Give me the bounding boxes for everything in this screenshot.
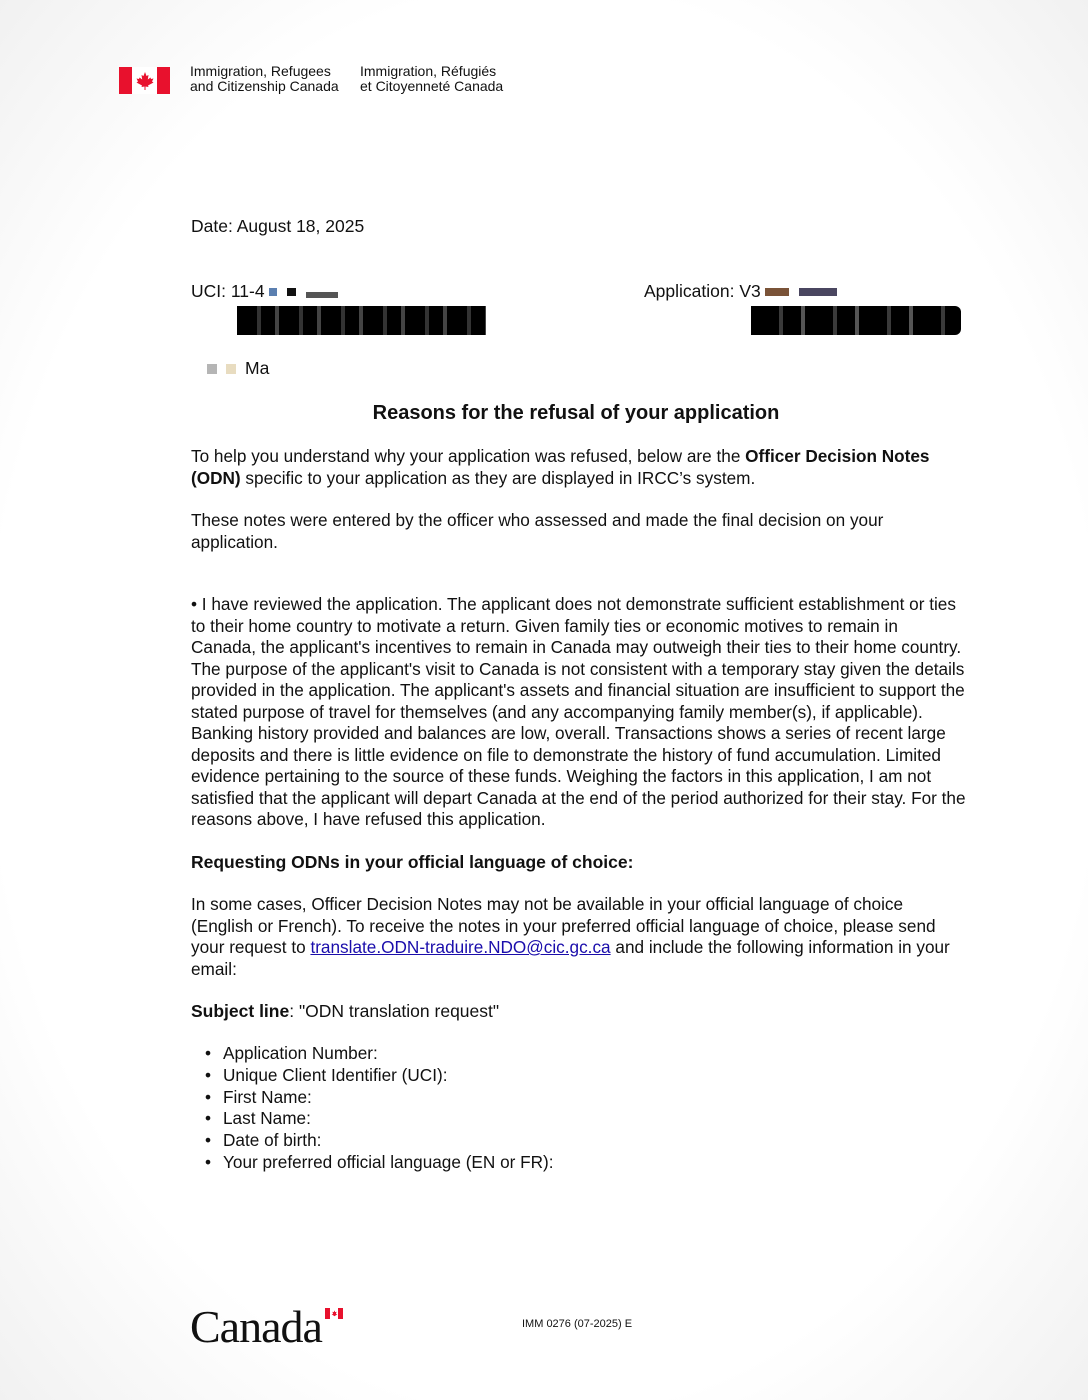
redaction-bar-application bbox=[751, 306, 961, 335]
application-label: Application: V3 bbox=[644, 281, 761, 301]
intro-text: To help you understand why your application was refused, below are the bbox=[191, 446, 746, 466]
dept-en-line1: Immigration, Refugees bbox=[190, 63, 331, 79]
dept-en-line2: and Citizenship Canada bbox=[190, 78, 339, 94]
request-text: In some cases, Officer Decision Notes may not be available in your official language of choice (English or French). To receive the notes in your preferred official language of choice, please send your request to bbox=[191, 894, 936, 957]
redaction-bar-uci bbox=[237, 306, 486, 335]
intro-bold-text: Officer Decision Notes (ODN) bbox=[191, 446, 930, 488]
name-fragment: Ma bbox=[245, 358, 270, 378]
department-name-en bbox=[190, 64, 340, 94]
info-list bbox=[205, 1043, 554, 1174]
request-heading: Requesting ODNs in your official language of choice: bbox=[191, 852, 634, 872]
redaction-mark bbox=[226, 364, 236, 374]
request-paragraph bbox=[191, 894, 966, 980]
intro-paragraph bbox=[191, 446, 966, 489]
request-text-end: and include the following information in your email: bbox=[191, 937, 950, 979]
redaction-mark bbox=[306, 292, 338, 298]
list-item: • First Name: bbox=[205, 1087, 554, 1109]
redaction-mark bbox=[287, 288, 296, 296]
uci-field bbox=[191, 281, 338, 302]
redaction-mark bbox=[765, 288, 789, 296]
list-item: • Unique Client Identifier (UCI): bbox=[205, 1065, 554, 1087]
subject-label: Subject line bbox=[191, 1001, 290, 1021]
letter-date: Date: August 18, 2025 bbox=[191, 216, 365, 236]
canada-wordmark: Canada bbox=[190, 1301, 322, 1352]
list-item: • Your preferred official language (EN or FR): bbox=[205, 1152, 554, 1174]
list-item: • Date of birth: bbox=[205, 1130, 554, 1152]
redaction-mark bbox=[269, 288, 277, 296]
decision-notes: • I have reviewed the application. The applicant does not demonstrate sufficient establishment or ties to their home country to motivate a return. Given family ties or economic motives to remain in Canada, the applicant's incentives to remain in Canada may outweigh their ties to their home country. The purpose of the applicant's visit to Canada is not consistent with a temporary stay given the details provided in the application. The applicant's assets and financial situation are insufficient to support the stated purpose of travel for themselves (and any accompanying family member(s), if applicable). Banking history provided and balances are low, overall. Transactions shows a series of recent large deposits and there is little evidence on file to demonstrate the history of fund accumulation. Limited evidence pertaining to the source of these funds. Weighing the factors in this application, I am not satisfied that the applicant will depart Canada at the end of the period authorized for their stay. For the reasons above, I have refused this application. bbox=[191, 594, 966, 829]
list-item: • Application Number: bbox=[205, 1043, 554, 1065]
applicant-name bbox=[207, 358, 269, 379]
uci-label: UCI: 11-4 bbox=[191, 281, 265, 301]
redaction-mark bbox=[207, 364, 217, 374]
form-code: IMM 0276 (07-2025) E bbox=[522, 1318, 633, 1330]
canada-flag-icon bbox=[119, 67, 170, 94]
wordmark-flag-icon bbox=[325, 1308, 343, 1319]
subject-value: : "ODN translation request" bbox=[289, 1001, 500, 1021]
intro-text-end: specific to your application as they are displayed in IRCC’s system. bbox=[240, 467, 756, 488]
list-item: • Last Name: bbox=[205, 1108, 554, 1130]
letterhead bbox=[119, 64, 520, 94]
page-title: Reasons for the refusal of your application bbox=[372, 402, 780, 424]
department-name-fr bbox=[360, 64, 520, 94]
application-field bbox=[644, 281, 837, 302]
dept-fr-line1: Immigration, Réfugiés bbox=[360, 63, 497, 79]
redaction-mark bbox=[799, 288, 837, 296]
subject-line bbox=[191, 1001, 499, 1022]
notes-intro-paragraph: These notes were entered by the officer who assessed and made the final decision on your application. bbox=[191, 510, 884, 552]
dept-fr-line2: et Citoyenneté Canada bbox=[360, 78, 504, 94]
email-link[interactable]: translate.ODN-traduire.NDO@cic.gc.ca bbox=[310, 937, 611, 957]
